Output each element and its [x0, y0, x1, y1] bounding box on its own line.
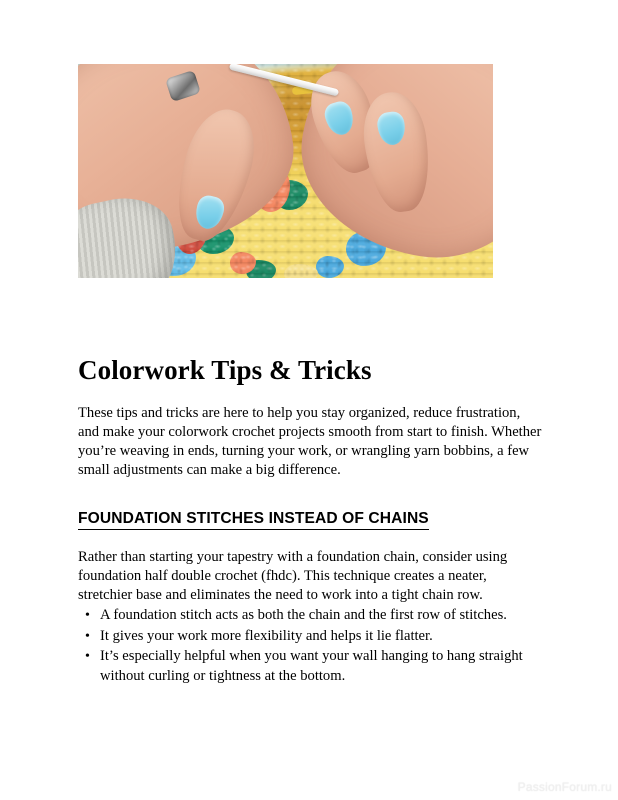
bullet-list [78, 606, 570, 687]
list-item: • It’s especially helpful when you want your wall hanging to hang straight without curling or tightness at the bottom. [100, 647, 570, 686]
list-item: • A foundation stitch acts as both the chain and the first row of stitches. [100, 606, 570, 626]
section-heading-foundation-stitches: FOUNDATION STITCHES INSTEAD OF CHAINS [78, 509, 429, 530]
site-watermark: PassionForum.ru [517, 780, 612, 794]
section-body-paragraph: Rather than starting your tapestry with a foundation chain, consider using foundation half double crochet (fhdc). This technique creates a neater, stretchier base and eliminates the need to work into a tight chain row. [78, 548, 508, 604]
list-item: • It gives your work more flexibility and helps it lie flatter. [100, 627, 570, 647]
crochet-photo [78, 64, 493, 278]
intro-paragraph: These tips and tricks are here to help you stay organized, reduce frustration, and make your colorwork crochet projects smooth from start to finish. Whether you’re weaving in ends, turning your work, or wrangling yarn bobbins, a few small adjustments can make a big difference. [78, 404, 542, 479]
page-title: Colorwork Tips & Tricks [78, 355, 372, 386]
photo-canvas [78, 64, 493, 278]
